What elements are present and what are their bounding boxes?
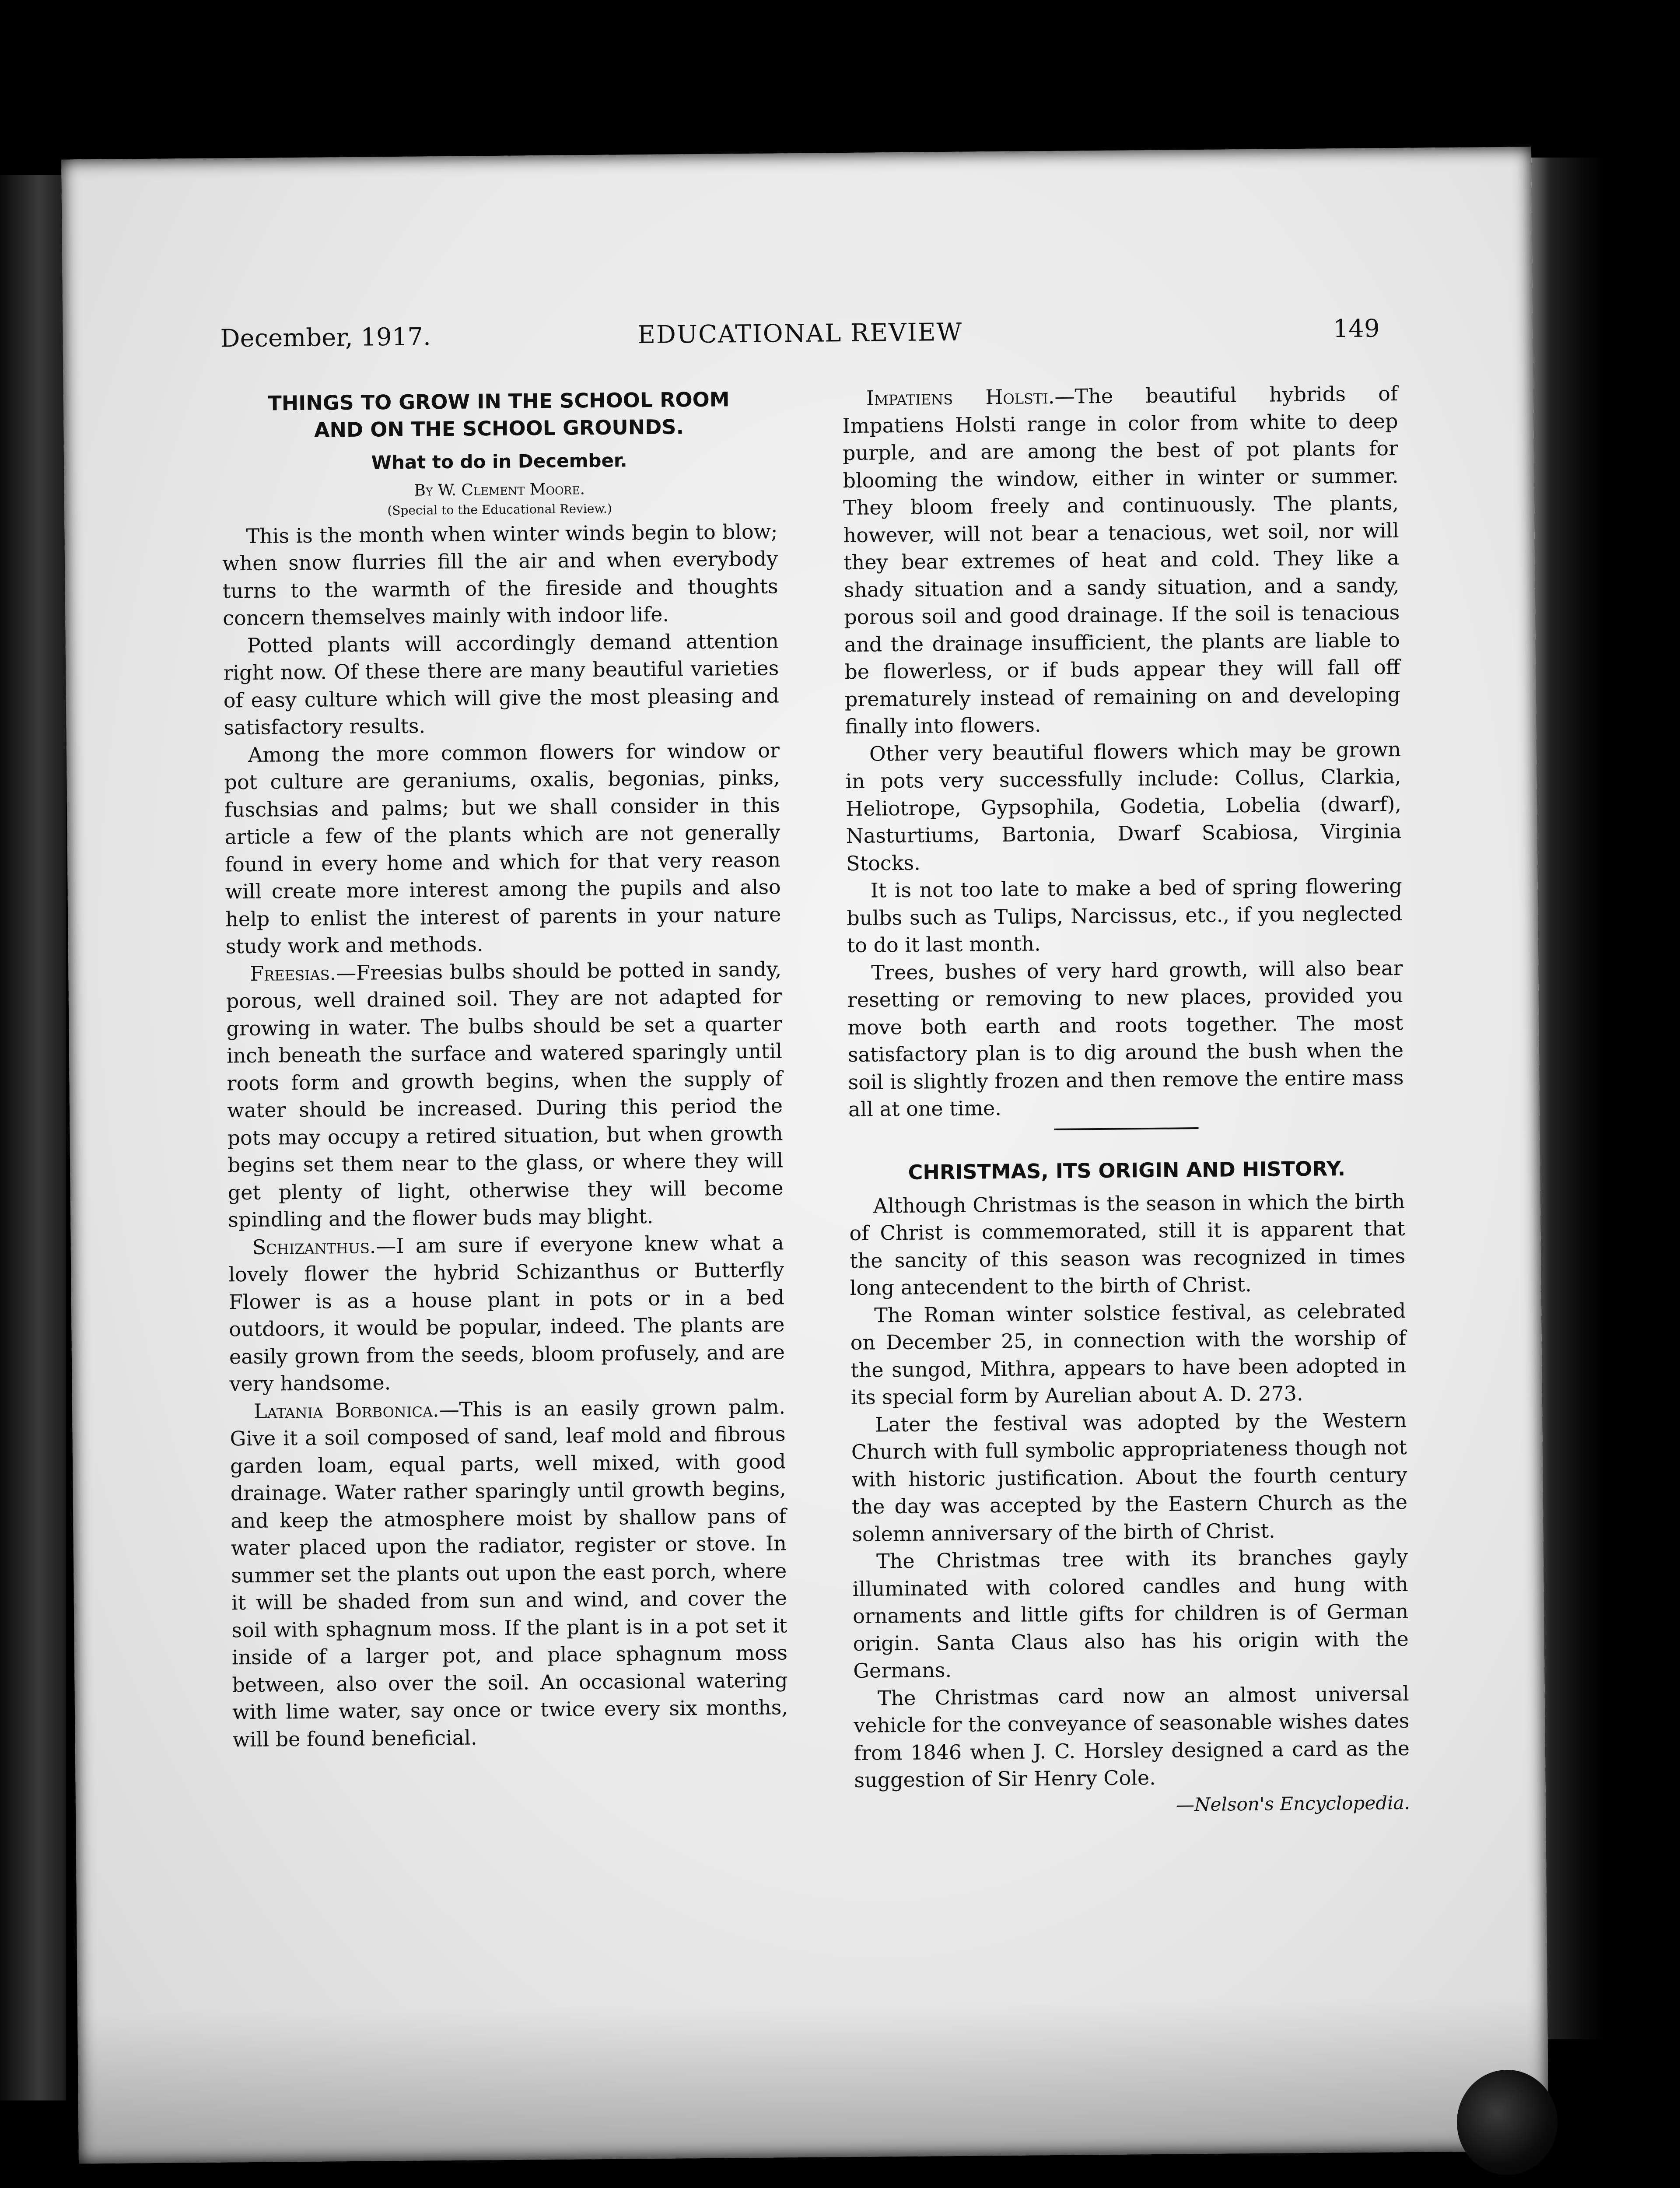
freesias-text: —Freesias bulbs should be potted in sandy, porous, well drained soil. They are not adapted for growing in water. The bulbs should be set a quarter inch beneath the surface and watered sparingly until roots form and growth begins, when the supply of water should be increased. During this period the pots may occupy a retired situation, but when growth begins set them near to the glass, or where they will get plenty of light, otherwise they will become spindling and the flower buds may blight.: [226, 957, 784, 1232]
right-column: [842, 380, 1410, 1821]
paragraph-impatiens: [842, 380, 1401, 740]
paragraph-latania: [230, 1393, 788, 1753]
book-page: [61, 147, 1549, 2163]
page-header: [220, 314, 1380, 372]
left-column: [221, 385, 788, 1753]
paragraph-trees: Trees, bushes of very hard growth, will also bear resetting or removing to new places, provided you move both earth and roots together. The most satisfactory plan is to dig around the bush when the soil is slightly frozen and then remove the entire mass all at one time.: [847, 956, 1404, 1122]
book-left-edge: [0, 175, 66, 2100]
paragraph-christmas-tree: The Christmas tree with its branches gayly illuminated with colored candles and hung with ornaments and little gifts for children is of German origin. Santa Claus also has his origin with the Germans.: [852, 1544, 1409, 1683]
paragraph-schizanthus: [228, 1229, 785, 1398]
latania-heading: Latania Borbonica.: [253, 1397, 439, 1423]
paragraph-other-flowers: Other very beautiful flowers which may be grown in pots very successfully include: Collus, Clarkia, Heliotrope, Gypsophila, Godetia, Lobelia (dwarf), Nasturtiums, Bartonia, Dwarf Scabiosa, Virginia Stocks.: [845, 737, 1402, 875]
article-title: [221, 385, 777, 444]
paragraph-christmas-season: Although Christmas is the season in which the birth of Christ is commemorated, still it is apparent that the sancity of this season was recognized in times long antecendent to the birth of Christ.: [849, 1189, 1406, 1300]
impatiens-heading: Impatiens Holsti.: [866, 384, 1055, 410]
impatiens-text: —The beautiful hybrids of Impatiens Holsti range in color from white to deep purple, and are among the best of pot plants for blooming the window, either in winter or summer. They bloom freely and continuously. The plants, however, will not bear a tenacious, wet soil, nor will they bear extremes of heat and cold. They like a shady situation and a sandy situation, and a sandy, porous soil and good drainage. If the soil is tenacious and the drainage insufficient, the plants are liable to be flowerless, or if buds appear they will fall off prematurely instead of remaining on and developing finally into flowers.: [842, 382, 1401, 739]
paragraph-christmas-card: The Christmas card now an almost universal vehicle for the conveyance of seasonable wishes dates from 1846 when J. C. Horsley designed a card as the suggestion of Sir Henry Cole.: [854, 1681, 1410, 1792]
section-divider: [1054, 1127, 1198, 1130]
latania-text: —This is an easily grown palm. Give it a soil composed of sand, leaf mold and fibrous garden loam, equal parts, well mixed, with good drainage. Water rather sparingly until growth begins, and keep the atmosphere moist by shallow pans of water placed upon the radiator, register or stove. In summer set the plants out upon the east porch, where it will be shaded from sun and wind, and cover the soil with sphagnum moss. If the plant is in a pot set it inside of a larger pot, and place sphagnum moss between, also over the soil. An occasional watering with lime water, say once or twice every six months, will be found beneficial.: [230, 1394, 788, 1751]
freesias-heading: Freesias.: [250, 961, 336, 985]
paragraph-bulbs: It is not too late to make a bed of spring flowering bulbs such as Tulips, Narcissus, etc., if you neglected to do it last month.: [847, 873, 1403, 957]
paragraph-roman-festival: The Roman winter solstice festival, as celebrated on December 25, in connection with the worship of the sungod, Mithra, appears to have been adopted in its special form by Aurelian about A. D. 273.: [850, 1298, 1407, 1410]
paragraph-western-church: Later the festival was adopted by the Western Church with full symbolic appropriateness though not with historic justification. About the fourth century the day was accepted by the Eastern Church as the solemn anniversary of the birth of Christ.: [851, 1408, 1408, 1546]
schizanthus-text: —I am sure if everyone knew what a lovely flower the hybrid Schizanthus or Butterfly Flower is as a house plant in pots or in a bed outdoors, it would be popular, indeed. The plants are easily grown from the seeds, bloom profusely, and are very handsome.: [228, 1230, 785, 1396]
christmas-article-title: CHRISTMAS, ITS ORIGIN AND HISTORY.: [908, 1156, 1346, 1184]
page-shadow: [77, 1998, 1549, 2163]
journal-title: EDUCATIONAL REVIEW: [637, 318, 963, 350]
special-note: (Special to the Educational Review.): [387, 501, 612, 518]
clip-object: [1457, 2070, 1558, 2175]
paragraph-potted-plants: Potted plants will accordingly demand attention right now. Of these there are many beautiful varieties of easy culture which will give the most pleasing and satisfactory results.: [223, 628, 780, 740]
paragraph-intro: This is the month when winter winds begin to blow; when snow flurries fill the air and when everybody turns to the warmth of the fireside and thoughts concern themselves mainly with indoor life.: [222, 519, 778, 630]
page-number: 149: [1333, 314, 1380, 344]
paragraph-freesias: [226, 955, 784, 1234]
source-attribution: —Nelson's Encyclopedia.: [1176, 1792, 1410, 1816]
article-title-line-1: THINGS TO GROW IN THE SCHOOL ROOM: [268, 387, 730, 415]
article-byline: By W. Clement Moore.: [414, 480, 585, 500]
paragraph-common-flowers: Among the more common flowers for window or pot culture are geraniums, oxalis, begonias, pinks, fuschsias and palms; but we shall consider in this article a few of the plants which are not generally found in every home and which for that very reason will create more interest among the pupils and also help to enlist the interest of parents in your nature study work and methods.: [224, 738, 781, 958]
article-title-line-2: AND ON THE SCHOOL GROUNDS.: [314, 415, 684, 442]
schizanthus-heading: Schizanthus.: [252, 1234, 376, 1259]
article-subtitle: What to do in December.: [371, 449, 627, 473]
issue-date: December, 1917.: [220, 323, 431, 353]
